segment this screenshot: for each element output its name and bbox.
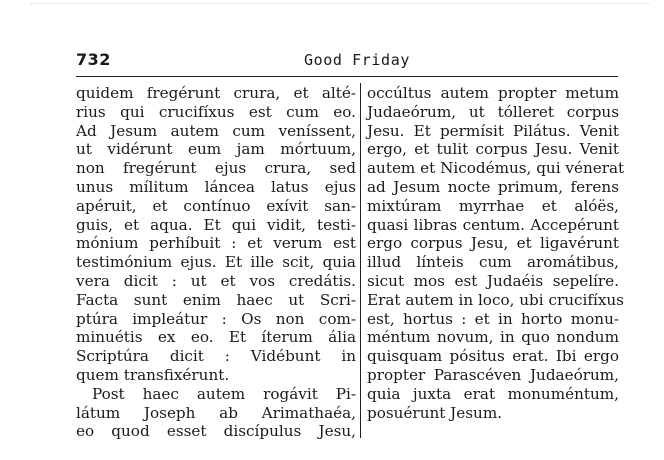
text-line: vera dicit : ut et vos credátis. (76, 271, 356, 290)
text-line: est, hortus : et in horto monu- (367, 309, 619, 328)
text-line: quidem fregérunt crura, et alté- (76, 84, 356, 102)
text-line: Judaeórum, ut tólleret corpus (367, 102, 619, 121)
text-line: unus mílitum láncea latus ejus (76, 177, 356, 196)
text-line: mónium perhíbuit : et verum est (76, 234, 356, 253)
page-header (76, 50, 618, 74)
text-line: látum Joseph ab Arimathaéa, (76, 403, 356, 422)
text-line: sicut mos est Judaéis sepelíre. (367, 271, 619, 290)
text-line: rius qui crucifíxus est cum eo. (76, 102, 356, 121)
text-line: mixtúram myrrhae et alóës, (367, 196, 619, 215)
header-rule (76, 76, 618, 77)
text-line: minuétis ex eo. Et íterum ália (76, 328, 356, 347)
text-line: Post haec autem rogávit Pi- (92, 384, 356, 403)
text-line: testimónium ejus. Et ille scit, quia (76, 253, 356, 272)
text-line: ut vidérunt eum jam mórtuum, (76, 140, 356, 159)
page-number: 732 (76, 50, 111, 69)
right-column (367, 84, 625, 422)
text-line: ptúra impleátur : Os non com- (76, 309, 356, 328)
text-line: Jesu. Et permísit Pilátus. Venit (367, 121, 619, 140)
text-line: quia juxta erat monuméntum, (367, 384, 619, 403)
text-line: non fregérunt ejus crura, sed (76, 159, 356, 178)
text-line: occúltus autem propter metum (367, 84, 619, 102)
text-line: Facta sunt enim haec ut Scri- (76, 290, 356, 309)
scan-edge-mark (30, 3, 650, 4)
text-line: quisquam pósitus erat. Ibi ergo (367, 347, 619, 366)
text-line: ad Jesum nocte primum, ferens (367, 177, 619, 196)
text-line: illud línteis cum aromátibus, (367, 253, 619, 272)
text-line: eo quod esset discípulus Jesu, (76, 422, 356, 441)
text-line: ergo corpus Jesu, et ligavérunt (367, 234, 619, 253)
text-line: guis, et aqua. Et qui vidit, testi- (76, 215, 356, 234)
text-line: Scriptúra dicit : Vidébunt in (76, 347, 356, 366)
left-column (76, 84, 356, 441)
text-line: méntum novum, in quo nondum (367, 328, 619, 347)
text-line: posuérunt Jesum. (367, 403, 503, 422)
text-line: ergo, et tulit corpus Jesu. Venit (367, 140, 619, 159)
text-line: propter Parascéven Judaeórum, (367, 365, 619, 384)
text-line: quasi libras centum. Accepérunt (367, 215, 619, 234)
running-title: Good Friday (304, 51, 410, 69)
text-line: autem et Nicodémus, qui vénerat (367, 159, 625, 178)
column-divider (360, 83, 361, 438)
text-line: Ad Jesum autem cum veníssent, (76, 121, 356, 140)
text-line: Erat autem in loco, ubi crucifíxus (367, 290, 624, 309)
text-line: quem transfixérunt. (76, 365, 230, 384)
text-line: apéruit, et contínuo exívit san- (76, 196, 356, 215)
